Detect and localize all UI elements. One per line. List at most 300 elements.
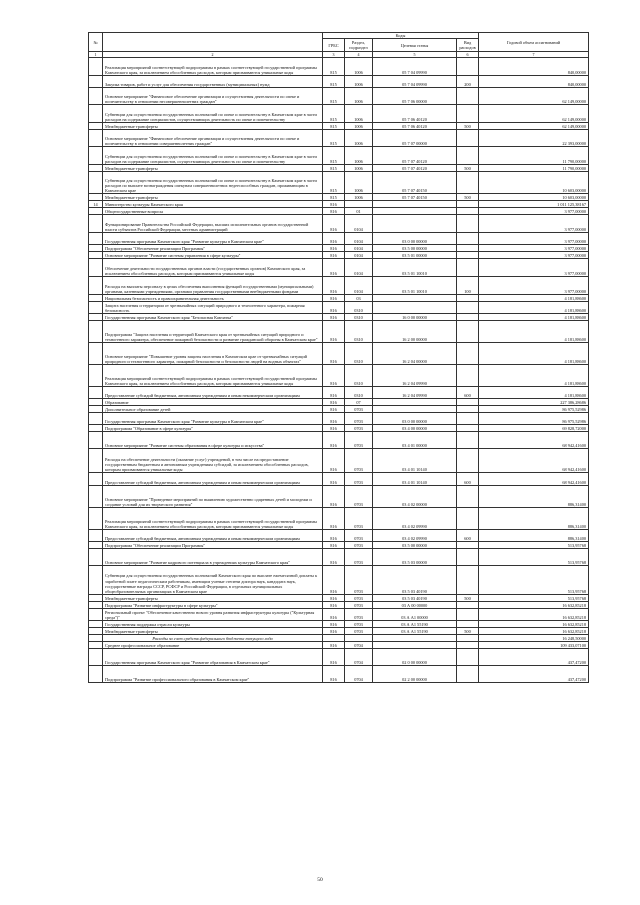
row-name-cell: Основное мероприятие "Развитие кадрового потенциала в учреждениях культуры Камчатского края" [103,549,323,566]
row-type-cell [457,233,479,245]
row-name-cell: Основное мероприятие "Развитие системы образования в сфере культуры и искусства" [103,432,323,449]
header-amount: Годовой объем ассигнований [479,33,589,52]
header-grbs: ГРБС [323,39,345,52]
row-section-cell: 0703 [345,609,373,621]
row-target-cell: 03 4 02 09990 [373,508,457,530]
row-type-cell [457,486,479,508]
row-number-cell [89,314,103,321]
row-name-cell: Субвенции для осуществления государственных полномочий по опеке и попечительству в Камчатском крае в части расходов на содержание специалистов, осуществляющих деятельность по опеке и попечительству [103,147,323,165]
row-section-cell: 0310 [345,314,373,321]
index-cell: 2 [103,52,323,58]
row-name-cell: Среднее профессиональное образование [103,642,323,649]
row-target-cell: 03 0 00 00000 [373,413,457,425]
row-name-cell: Субвенции для осуществления государственных полномочий по опеке и попечительству в Камчатском крае в части расходов по выплате вознаграждения опекунам совершеннолетних недееспособных граждан, проживающим в Камчатском крае [103,172,323,194]
row-target-cell: 05 7 07 00000 [373,130,457,147]
row-section-cell: 0310 [345,343,373,365]
table-row [89,649,589,666]
row-number-cell [89,602,103,609]
row-amount-cell: 22 393,00000 [479,130,589,147]
row-type-cell: 100 [457,277,479,295]
row-number-cell [89,123,103,130]
row-amount-cell: 68 942,41600 [479,432,589,449]
table-row [89,425,589,432]
row-number-cell [89,147,103,165]
row-target-cell [373,208,457,215]
row-amount-cell: 11 790,00000 [479,147,589,165]
row-type-cell [457,642,479,649]
table-row [89,432,589,449]
row-number-cell [89,449,103,473]
table-row [89,165,589,172]
row-number-cell [89,595,103,602]
row-number-cell [89,343,103,365]
table-row [89,602,589,609]
row-target-cell: 16 0 00 00000 [373,314,457,321]
row-grbs-cell: 816 [323,595,345,602]
row-type-cell [457,88,479,105]
row-name-cell: Подпрограмма "Защита населения и территорий Камчатского края от чрезвычайных ситуаций природного и техногенного характера, обеспечение пожарной безопасности и развитие гражданской обороны в Камчатском крае" [103,321,323,343]
row-type-cell: 500 [457,165,479,172]
row-amount-cell: 886,31400 [479,530,589,542]
row-name-cell: Министерство культуры Камчатского края [103,201,323,208]
row-amount-cell: 68 942,41600 [479,473,589,486]
row-section-cell: 1006 [345,130,373,147]
row-section-cell: 03 [345,295,373,302]
row-name-cell: Государственная программа Камчатского края "Развитие культуры в Камчатском крае" [103,233,323,245]
row-amount-cell: 4 181,88600 [479,321,589,343]
row-section-cell: 07 [345,399,373,406]
table-row [89,295,589,302]
row-grbs-cell: 816 [323,549,345,566]
row-target-cell [373,642,457,649]
row-grbs-cell: 816 [323,201,345,208]
row-section-cell: 0703 [345,549,373,566]
row-name-cell: Дополнительное образование детей [103,406,323,413]
table-row [89,208,589,215]
row-grbs-cell: 815 [323,123,345,130]
table-row [89,542,589,549]
row-grbs-cell: 816 [323,486,345,508]
row-section-cell: 0703 [345,602,373,609]
row-target-cell: 03 4 01 10140 [373,449,457,473]
row-target-cell [373,406,457,413]
row-amount-cell: 62 149,00000 [479,123,589,130]
row-amount-cell: 513,95768 [479,542,589,549]
row-grbs-cell: 815 [323,194,345,201]
table-row [89,147,589,165]
row-grbs-cell: 816 [323,245,345,252]
row-name-cell: Подпрограмма "Обеспечение реализации Программы" [103,245,323,252]
row-amount-cell: 3 977,00000 [479,277,589,295]
row-type-cell [457,566,479,595]
row-section-cell: 0704 [345,666,373,683]
row-number-cell [89,295,103,302]
row-target-cell: 03 5 03 00000 [373,549,457,566]
row-amount-cell: 3 977,00000 [479,208,589,215]
row-type-cell [457,621,479,628]
row-section-cell: 1006 [345,105,373,123]
table-row [89,566,589,595]
row-amount-cell: 4 181,88600 [479,387,589,399]
row-section-cell: 0310 [345,302,373,314]
row-type-cell [457,609,479,621]
row-name-cell: Защита населения и территории от чрезвычайных ситуаций природного и техногенного характера, пожарная безопасность [103,302,323,314]
row-type-cell [457,406,479,413]
row-type-cell [457,602,479,609]
header-number: № [89,33,103,52]
row-section-cell: 0104 [345,252,373,259]
row-name-cell: Региональный проект "Обеспечение качественно нового уровня развития инфраструктуры культуры ("Культурная среда")" [103,609,323,621]
row-grbs-cell: 816 [323,425,345,432]
table-row [89,277,589,295]
row-target-cell: 16 2 04 09990 [373,365,457,387]
row-name-cell: Национальная безопасность и правоохранительная деятельность [103,295,323,302]
table-row [89,595,589,602]
row-number-cell [89,58,103,76]
row-type-cell [457,215,479,233]
row-amount-cell: 62 149,00000 [479,105,589,123]
table-row [89,88,589,105]
row-amount-cell: 11 790,00000 [479,165,589,172]
row-type-cell: 200 [457,76,479,88]
row-amount-cell: 4 181,88600 [479,365,589,387]
row-type-cell [457,147,479,165]
row-amount-cell: 16 632,85218 [479,628,589,635]
row-number-cell [89,208,103,215]
row-target-cell: 16 2 04 00000 [373,343,457,365]
row-target-cell: 03 4 01 10140 [373,473,457,486]
row-name-cell: Реализация мероприятий соответствующей подпрограммы в рамках соответствующей государственной программы Камчатского края, за исключением обособленных расходов, которым присваиваются уникальные коды [103,508,323,530]
table-row [89,58,589,76]
row-type-cell [457,314,479,321]
row-type-cell: 600 [457,530,479,542]
row-type-cell [457,449,479,473]
row-number-cell [89,245,103,252]
row-target-cell: 03 5 01 10010 [373,259,457,277]
row-target-cell: 03 5 00 00000 [373,245,457,252]
row-name-cell: Межбюджетные трансферты [103,165,323,172]
header-target: Целевая статья [373,39,457,52]
row-amount-cell: 16 632,85218 [479,621,589,628]
row-amount-cell: 513,95768 [479,566,589,595]
row-section-cell: 0703 [345,449,373,473]
row-number-cell [89,642,103,649]
row-name-cell: Государственная поддержка отрасли культуры [103,621,323,628]
row-target-cell: 05 7 07 40150 [373,172,457,194]
row-name-cell: Межбюджетные трансферты [103,595,323,602]
table-row [89,642,589,649]
row-amount-cell: 513,95768 [479,595,589,602]
row-grbs-cell [323,635,345,642]
row-number-cell [89,165,103,172]
row-section-cell [345,635,373,642]
table-row [89,245,589,252]
row-section-cell: 0104 [345,215,373,233]
row-number-cell [89,399,103,406]
index-cell: 5 [373,52,457,58]
row-grbs-cell: 816 [323,609,345,621]
page-number: 50 [317,877,323,883]
row-number-cell [89,542,103,549]
index-cell: 6 [457,52,479,58]
row-name-cell: Основное мероприятие "Финансовое обеспечение организации и осуществления деятельности по опеке и попечительству в отношении совершеннолетних граждан" [103,130,323,147]
row-grbs-cell: 816 [323,399,345,406]
row-target-cell: 05 7 06 40120 [373,123,457,130]
row-target-cell: 03 0 00 00000 [373,233,457,245]
table-row [89,387,589,399]
table-row [89,321,589,343]
row-number-cell [89,486,103,508]
row-number-cell [89,194,103,201]
row-target-cell [373,399,457,406]
row-number-cell [89,566,103,595]
row-name-cell: Расходы за счет средств федерального бюджета текущего года [103,635,323,642]
row-number-cell [89,549,103,566]
row-number-cell [89,508,103,530]
row-target-cell: 03 4 00 00000 [373,425,457,432]
row-target-cell [373,302,457,314]
row-grbs-cell: 816 [323,642,345,649]
row-grbs-cell: 816 [323,314,345,321]
table-row [89,530,589,542]
row-type-cell [457,245,479,252]
index-cell: 1 [89,52,103,58]
row-name-cell: Субвенции для осуществления государственных полномочий по опеке и попечительству в Камчатском крае в части расходов на содержание специалистов, осуществляющих деятельность по опеке и попечительству [103,105,323,123]
index-cell: 4 [345,52,373,58]
row-amount-cell: 4 181,88600 [479,314,589,321]
row-name-cell: Межбюджетные трансферты [103,194,323,201]
row-section-cell: 0703 [345,542,373,549]
row-grbs-cell: 815 [323,88,345,105]
row-amount-cell: 513,95768 [479,549,589,566]
row-type-cell: 500 [457,628,479,635]
row-grbs-cell: 816 [323,302,345,314]
row-name-cell: Обеспечение деятельности государственных органов власти (государственных органов) Камчатского края, за исключением обособленных расходов, которым присваиваются уникальные коды [103,259,323,277]
row-amount-cell: 3 977,00000 [479,259,589,277]
row-target-cell: 03 5 00 00000 [373,542,457,549]
row-section-cell: 0703 [345,432,373,449]
row-target-cell: 05 7 04 09990 [373,76,457,88]
row-amount-cell: 4 181,88600 [479,302,589,314]
index-cell: 3 [323,52,345,58]
row-type-cell [457,130,479,147]
row-section-cell: 1006 [345,165,373,172]
row-name-cell: Образование [103,399,323,406]
header-section: Раздел, подраздел [345,39,373,52]
row-type-cell [457,365,479,387]
row-section-cell: 1006 [345,172,373,194]
row-type-cell [457,666,479,683]
row-name-cell: Подпрограмма "Развитие инфраструктуры в сфере культуры" [103,602,323,609]
row-grbs-cell: 816 [323,621,345,628]
row-target-cell [373,635,457,642]
row-number-cell [89,105,103,123]
row-section-cell: 0104 [345,277,373,295]
row-section-cell: 0704 [345,642,373,649]
row-number-cell [89,252,103,259]
row-target-cell: 03 4 01 00000 [373,432,457,449]
row-type-cell: 500 [457,595,479,602]
table-row [89,486,589,508]
row-grbs-cell: 816 [323,387,345,399]
row-amount-cell: 886,31400 [479,486,589,508]
row-type-cell [457,432,479,449]
row-grbs-cell: 816 [323,321,345,343]
row-section-cell: 0704 [345,649,373,666]
row-grbs-cell: 816 [323,602,345,609]
table-row [89,105,589,123]
row-name-cell: Основное мероприятие "Повышение уровня защиты населения в Камчатском крае от чрезвычайных ситуаций природного и техногенного характера, пожарной безопасности и безопасности людей на водных объектах" [103,343,323,365]
row-number-cell [89,425,103,432]
row-grbs-cell: 816 [323,215,345,233]
row-name-cell: Реализация мероприятий соответствующей подпрограммы в рамках соответствующей государственной программы Камчатского края, за исключением обособленных расходов, которым присваиваются уникальные коды [103,365,323,387]
table-row [89,194,589,201]
row-target-cell: 03 5 01 10010 [373,277,457,295]
row-target-cell: 05 7 06 40120 [373,105,457,123]
table-row [89,635,589,642]
row-type-cell [457,343,479,365]
row-grbs-cell: 816 [323,252,345,259]
row-amount-cell: 16 248,50000 [479,635,589,642]
row-amount-cell: 109 433,07100 [479,642,589,649]
row-name-cell: Закупка товаров, работ и услуг для обеспечения государственных (муниципальных) нужд [103,76,323,88]
row-target-cell [373,201,457,208]
header-name [103,33,323,52]
row-amount-cell: 437,47200 [479,649,589,666]
row-section-cell: 0703 [345,486,373,508]
row-type-cell [457,259,479,277]
row-grbs-cell: 816 [323,259,345,277]
row-grbs-cell: 816 [323,432,345,449]
row-amount-cell: 4 181,88600 [479,343,589,365]
row-section-cell: 1006 [345,194,373,201]
table-row [89,259,589,277]
row-section-cell: 1006 [345,123,373,130]
table-row [89,621,589,628]
row-grbs-cell: 816 [323,365,345,387]
table-row [89,215,589,233]
table-row [89,201,589,208]
row-name-cell: Подпрограмма "Образование в сфере культуры" [103,425,323,432]
row-target-cell: 05 7 07 40150 [373,194,457,201]
row-grbs-cell: 816 [323,233,345,245]
table-row [89,449,589,473]
row-name-cell: Предоставление субсидий бюджетным, автономным учреждениям и иным некоммерческим организациям [103,473,323,486]
row-section-cell: 0703 [345,425,373,432]
row-name-cell: Государственная программа Камчатского края "Развитие культуры в Камчатском крае" [103,413,323,425]
row-type-cell [457,399,479,406]
row-name-cell: Межбюджетные трансферты [103,123,323,130]
row-number-cell [89,277,103,295]
row-grbs-cell: 816 [323,208,345,215]
row-type-cell [457,635,479,642]
row-number-cell [89,609,103,621]
row-type-cell [457,413,479,425]
row-number-cell [89,432,103,449]
row-number-cell [89,302,103,314]
row-type-cell [457,649,479,666]
row-section-cell: 0104 [345,233,373,245]
row-grbs-cell: 815 [323,172,345,194]
row-section-cell: 1006 [345,147,373,165]
row-section-cell: 0703 [345,406,373,413]
row-amount-cell: 86 975,52986 [479,406,589,413]
row-section-cell: 0104 [345,259,373,277]
row-section-cell: 0703 [345,530,373,542]
table-row [89,406,589,413]
row-target-cell: 03 А А1 55190 [373,621,457,628]
row-name-cell: Расходы на обеспечение деятельности (оказание услуг) учреждений, в том числе на предоставление государственным бюджетным и автономным учреждениям субсидий, за исключением обособленных расходов, которым присваиваются уникальные коды [103,449,323,473]
row-type-cell [457,105,479,123]
row-name-cell: Межбюджетные трансферты [103,628,323,635]
row-number-cell [89,130,103,147]
row-number-cell [89,649,103,666]
table-row [89,473,589,486]
row-number-cell [89,635,103,642]
row-type-cell [457,549,479,566]
row-type-cell: 500 [457,194,479,201]
row-number-cell [89,215,103,233]
budget-table-sheet [88,32,588,870]
row-name-cell: Реализация мероприятий соответствующей подпрограммы в рамках соответствующей государственной программы Камчатского края, за исключением обособленных расходов, которым присваиваются уникальные коды [103,58,323,76]
row-name-cell: Функционирование Правительства Российской Федерации, высших исполнительных органов государственной власти субъектов Российской Федерации, местных администраций [103,215,323,233]
row-amount-cell: 3 977,00000 [479,233,589,245]
row-grbs-cell: 816 [323,406,345,413]
row-name-cell: Государственная программа Камчатского края "Безопасная Камчатка" [103,314,323,321]
row-type-cell [457,321,479,343]
row-type-cell [457,201,479,208]
row-number-cell [89,172,103,194]
row-type-cell [457,58,479,76]
row-number-cell [89,76,103,88]
row-number-cell [89,621,103,628]
row-type-cell: 600 [457,473,479,486]
row-section-cell: 1006 [345,88,373,105]
table-row [89,252,589,259]
table-row [89,314,589,321]
row-amount-cell: 886,31400 [479,508,589,530]
row-type-cell [457,302,479,314]
row-number-cell [89,628,103,635]
table-row [89,76,589,88]
table-row [89,609,589,621]
row-grbs-cell: 816 [323,295,345,302]
row-amount-cell: 62 149,00000 [479,88,589,105]
row-name-cell: Основное мероприятие "Проведение мероприятий по выявлению художественно одаренных детей и молодежи и создание условий для их творческого развития" [103,486,323,508]
row-grbs-cell: 815 [323,130,345,147]
row-amount-cell: 840,00000 [479,76,589,88]
row-type-cell [457,252,479,259]
row-target-cell: 03 5 03 40190 [373,566,457,595]
row-type-cell [457,208,479,215]
row-amount-cell: 4 181,88600 [479,295,589,302]
row-section-cell: 1006 [345,58,373,76]
row-target-cell: 03 5 03 40190 [373,595,457,602]
row-amount-cell: 16 632,85218 [479,609,589,621]
row-amount-cell: 16 632,85218 [479,602,589,609]
row-amount-cell: 10 603,00000 [479,172,589,194]
row-section-cell: 0703 [345,413,373,425]
row-grbs-cell: 816 [323,666,345,683]
table-row [89,508,589,530]
table-row [89,172,589,194]
table-body [89,58,589,683]
row-section-cell: 0703 [345,473,373,486]
row-section-cell: 0310 [345,387,373,399]
row-amount-cell: 69 828,72000 [479,425,589,432]
table-row [89,413,589,425]
row-amount-cell: 227 386,28686 [479,399,589,406]
